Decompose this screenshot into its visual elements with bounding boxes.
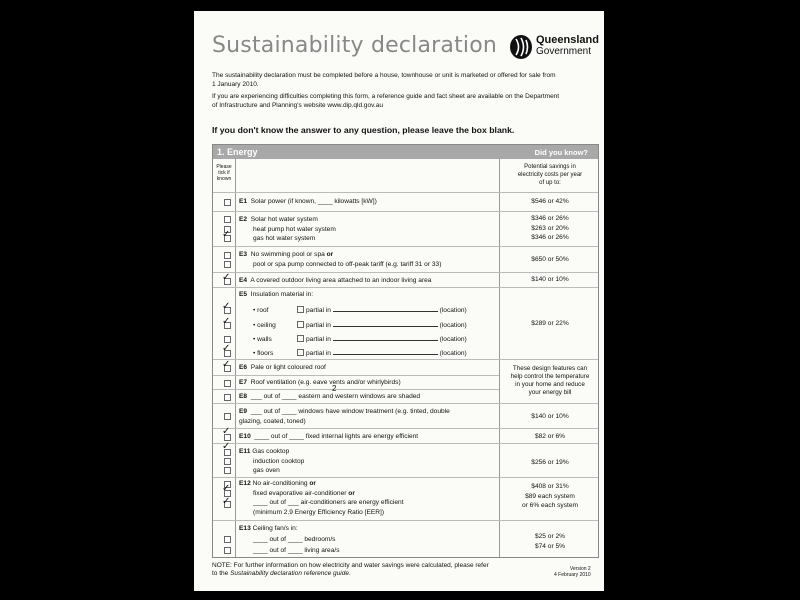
e12-savings: $408 or 31% $89 each system or 6% each system	[521, 483, 579, 509]
e2-savings: $346 or 26% $263 or 20% $346 or 26%	[531, 215, 569, 241]
e13-living-checkbox[interactable]	[224, 547, 231, 554]
e3-savings: $650 or 50%	[531, 256, 569, 263]
e1-label: E1 Solar power (if known, ____ kilowatts [kW])	[239, 198, 377, 205]
e8-handwritten-number: 2	[332, 384, 337, 393]
logo-name: Queensland	[536, 34, 599, 46]
e6-tick: ✓	[222, 359, 231, 370]
e12-efficient-tick: ✓	[222, 496, 231, 507]
e5-ceiling-row: • ceiling partial in (location)	[253, 322, 467, 329]
e5-savings: $289 or 22%	[531, 320, 569, 327]
e7-label: E7 Roof ventilation (e.g. eave vents and/or whirlybirds)	[239, 379, 401, 386]
e7-checkbox[interactable]	[224, 380, 231, 387]
instruction-warning: If you don't know the answer to any question, please leave the box blank.	[212, 125, 515, 135]
e5-ceiling-location-field[interactable]	[333, 320, 438, 327]
e2-label: E2 Solar hot water system heat pump hot water system gas hot water system	[239, 216, 336, 242]
e5-label: E5 Insulation material in:	[239, 291, 314, 298]
e12-label: E12 No air-conditioning or fixed evaporative air-conditioner or ____ out of ___ air-conditioners are energy efficient (minimum 2.9 Energy Efficiency Ratio [EER])	[239, 480, 404, 516]
e11-gas-cooktop-tick: ✓	[222, 441, 231, 452]
savings-column-header: Potential savings in electricity costs per year of up to:	[517, 164, 583, 186]
e13-bedroom-checkbox[interactable]	[224, 536, 231, 543]
e4-label: E4 A covered outdoor living area attached to an indoor living area	[239, 277, 432, 284]
e4-savings: $140 or 10%	[531, 276, 569, 283]
e5-walls-row: • walls partial in (location)	[253, 336, 467, 343]
intro-paragraph-2: If you are experiencing difficulties completing this form, a reference guide and fact sheet are available on the Department of Infrastructure and Planning's website www.dip.qld.gov.au	[212, 93, 560, 109]
e1-savings: $546 or 42%	[531, 198, 569, 205]
e3-label: E3 No swimming pool or spa or pool or spa pump connected to off-peak tariff (e.g. tariff 31 or 33)	[239, 251, 442, 268]
e12-evaporative-tick: ✓	[222, 483, 231, 494]
e8-label: E8 ___ out of ____ eastern and western windows are shaded	[239, 393, 421, 400]
e8-checkbox[interactable]	[224, 394, 231, 401]
energy-table	[212, 144, 599, 558]
e5-floors-partial-checkbox[interactable]	[297, 349, 304, 356]
design-features-note: These design features can help control the temperature in your home and reduce your energy bill	[510, 365, 590, 396]
e5-walls-checkbox[interactable]	[224, 336, 231, 343]
e10-savings: $82 or 6%	[534, 433, 566, 440]
tick-column-header: Please tick if known	[216, 164, 232, 182]
declaration-form	[194, 11, 604, 591]
e5-roof-tick: ✓	[222, 301, 231, 312]
e11-gas-oven-checkbox[interactable]	[224, 467, 231, 474]
section-header	[213, 145, 598, 159]
e5-ceiling-partial-checkbox[interactable]	[297, 321, 304, 328]
e9-savings: $140 or 10%	[531, 413, 569, 420]
e13-label: E13 Ceiling fan/s in: ____ out of ____ bedroom/s ____ out of ____ living area/s	[239, 525, 340, 554]
section-title: 1. Energy	[217, 147, 258, 157]
e5-floors-tick: ✓	[222, 343, 231, 354]
footnote: NOTE: For further information on how electricity and water savings were calculated, please refer to the Sustainability declaration reference guide.	[212, 562, 489, 577]
logo-subname: Government	[536, 46, 592, 57]
e2-gas-tick: ✓	[222, 229, 231, 240]
version-info: Version 2 4 February 2010	[554, 566, 591, 578]
e11-induction-checkbox[interactable]	[224, 458, 231, 465]
e5-walls-partial-checkbox[interactable]	[297, 335, 304, 342]
e3-no-pool-checkbox[interactable]	[224, 252, 231, 259]
page-title: Sustainability declaration	[212, 33, 498, 58]
e10-tick: ✓	[222, 426, 231, 437]
e2-solar-checkbox[interactable]	[224, 216, 231, 223]
e5-floors-location-field[interactable]	[333, 348, 438, 355]
e5-roof-location-field[interactable]	[333, 305, 438, 312]
e4-tick: ✓	[222, 272, 231, 283]
e13-savings: $25 or 2% $74 or 5%	[534, 533, 566, 550]
intro-paragraph-1: The sustainability declaration must be completed before a house, townhouse or unit is marketed or offered for sale from 1 January 2010.	[212, 72, 556, 88]
qld-emblem-icon	[508, 33, 534, 61]
e6-label: E6 Pale or light coloured roof	[239, 364, 326, 371]
e5-floors-row: • floors partial in (location)	[253, 350, 467, 357]
e11-label: E11 Gas cooktop induction cooktop gas oven	[239, 448, 305, 474]
e9-label: E9 ___ out of ____ windows have window treatment (e.g. tinted, double glazing, coated, toned)	[239, 408, 450, 425]
queensland-government-logo	[508, 31, 598, 65]
e1-checkbox[interactable]	[224, 199, 231, 206]
e5-walls-location-field[interactable]	[333, 334, 438, 341]
e5-roof-partial-checkbox[interactable]	[297, 306, 304, 313]
e11-savings: $256 or 19%	[531, 459, 569, 466]
e10-label: E10 ____ out of ____ fixed internal lights are energy efficient	[239, 433, 419, 440]
did-you-know-label: Did you know?	[534, 148, 588, 157]
e5-roof-row: • roof partial in (location)	[253, 307, 467, 314]
e3-pump-checkbox[interactable]	[224, 261, 231, 268]
e9-checkbox[interactable]	[224, 413, 231, 420]
e5-ceiling-tick: ✓	[222, 316, 231, 327]
